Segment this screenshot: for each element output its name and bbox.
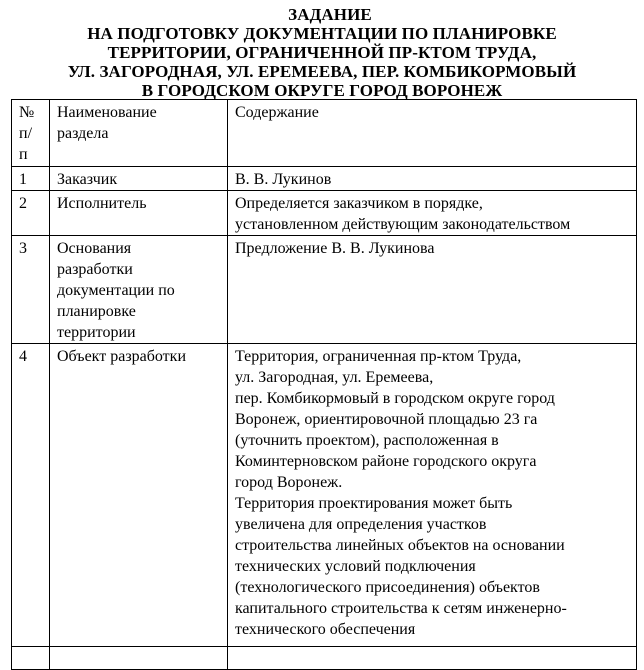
- section-line: территории: [57, 324, 136, 341]
- row-section-cell: [50, 191, 228, 236]
- section-line: Исполнитель: [57, 195, 147, 212]
- header-content-cell: [228, 100, 637, 167]
- row-section-cell: [50, 344, 228, 647]
- section-line: Заказчик: [57, 171, 118, 188]
- table-row: [12, 167, 637, 191]
- table-row: [12, 344, 637, 647]
- section-line: Основания: [57, 240, 132, 257]
- content-line: ул. Загородная, ул. Еремеева,: [235, 369, 434, 386]
- header-section-line: раздела: [57, 125, 109, 142]
- title-line-2: НА ПОДГОТОВКУ ДОКУМЕНТАЦИИ ПО ПЛАНИРОВКЕ: [87, 24, 557, 43]
- document-title: [0, 5, 644, 100]
- content-line: строительства линейных объектов на основании: [235, 537, 565, 554]
- row-content-cell: [228, 647, 637, 670]
- content-line: Воронеж, ориентировочной площадью 23 га: [235, 411, 538, 428]
- row-number-cell: [12, 647, 50, 670]
- row-number-cell: 2: [12, 191, 50, 236]
- section-line: Объект разработки: [57, 348, 187, 365]
- row-number-cell: 1: [12, 167, 50, 191]
- table-row-partial: [12, 647, 637, 670]
- content-line: Территория, ограниченная пр-ктом Труда,: [235, 348, 522, 365]
- title-line-5: В ГОРОДСКОМ ОКРУГЕ ГОРОД ВОРОНЕЖ: [141, 81, 503, 100]
- row-content-cell: [228, 191, 637, 236]
- header-section-cell: [50, 100, 228, 167]
- content-line: установленном действующим законодательством: [235, 216, 571, 233]
- header-section-line: Наименование: [57, 104, 157, 121]
- assignment-table: [11, 99, 637, 670]
- header-number-line: п: [19, 146, 28, 163]
- row-section-cell: [50, 167, 228, 191]
- header-content-label: Содержание: [235, 104, 319, 121]
- content-line: город Воронеж.: [235, 474, 343, 491]
- title-line-3: ТЕРРИТОРИИ, ОГРАНИЧЕННОЙ ПР-КТОМ ТРУДА,: [107, 43, 537, 62]
- content-line: увеличена для определения участков: [235, 516, 487, 533]
- section-line: разработки: [57, 261, 133, 278]
- content-line: Определяется заказчиком в порядке,: [235, 195, 483, 212]
- table-row: [12, 191, 637, 236]
- content-line: пер. Комбикормовый в городском округе город: [235, 390, 555, 407]
- title-line-4: УЛ. ЗАГОРОДНАЯ, УЛ. ЕРЕМЕЕВА, ПЕР. КОМБИКОРМОВЫЙ: [67, 62, 577, 81]
- row-number-cell: 3: [12, 236, 50, 344]
- row-section-cell: [50, 647, 228, 670]
- row-section-cell: [50, 236, 228, 344]
- row-content-cell: [228, 236, 637, 344]
- content-line: капитального строительства к сетям инженерно-: [235, 600, 567, 617]
- content-line: (технологического присоединения) объектов: [235, 579, 540, 596]
- table-header-row: [12, 100, 637, 167]
- content-line: В. В. Лукинов: [235, 171, 332, 188]
- row-number-cell: 4: [12, 344, 50, 647]
- content-line: Коминтерновском районе городского округа: [235, 453, 537, 470]
- header-number-cell: [12, 100, 50, 167]
- section-line: планировке: [57, 303, 136, 320]
- content-line: Территория проектирования может быть: [235, 495, 513, 512]
- content-line: Предложение В. В. Лукинова: [235, 240, 435, 257]
- title-line-1: ЗАДАНИЕ: [288, 5, 372, 24]
- row-content-cell: [228, 167, 637, 191]
- content-line: технического обеспечения: [235, 621, 416, 638]
- content-line: технических условий подключения: [235, 558, 476, 575]
- header-number-line: п/: [19, 125, 33, 142]
- content-line: (уточнить проектом), расположенная в: [235, 432, 499, 449]
- header-number-line: №: [19, 104, 35, 121]
- row-content-cell: [228, 344, 637, 647]
- section-line: документации по: [57, 282, 175, 299]
- table-row: [12, 236, 637, 344]
